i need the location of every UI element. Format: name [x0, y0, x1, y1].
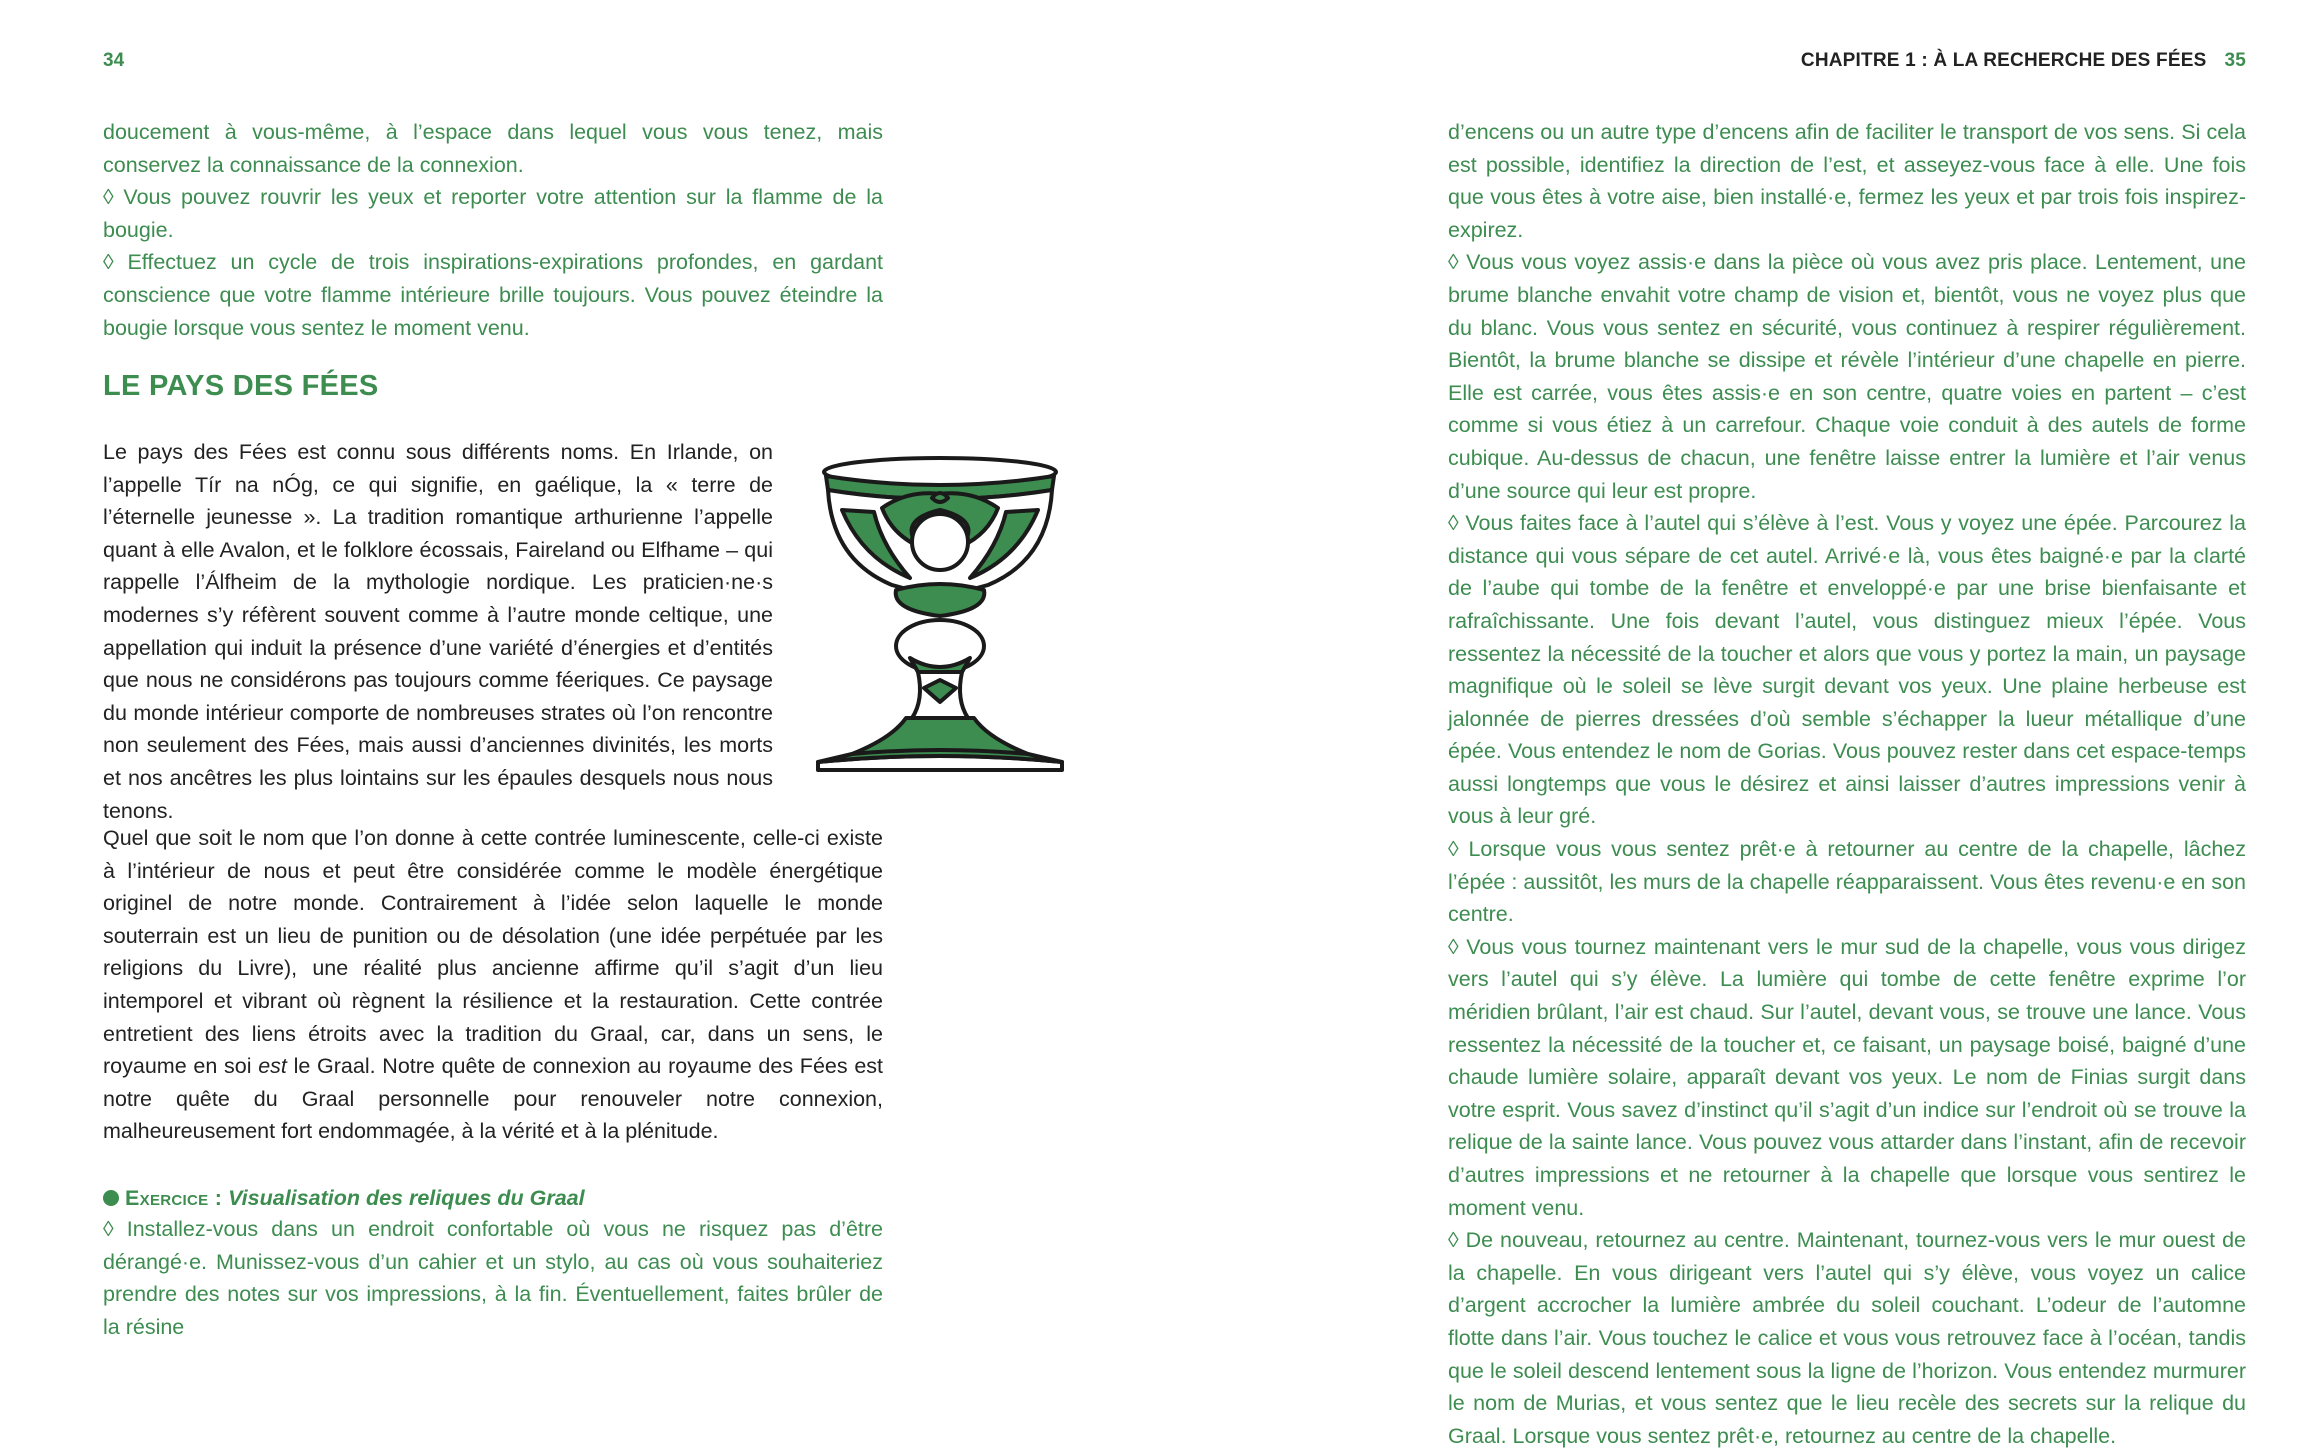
exercise-step: ◊ Vous faites face à l’autel qui s’élève à l’est. Vous y voyez une épée. Parcourez la distance qui vous sépare de cet autel. Arrivé·e là, vous êtes baigné·e par la clarté de l’aube qui tombe de la fenêtre et enveloppé·e par une brise bienfaisante et rafraîchissante. Une fois devant l’autel, vous distinguez mieux l’épée. Vous ressentez la nécessité de la toucher et alors que vous y portez la main, un paysage magnifique où le soleil se lève surgit devant vos yeux. Une plaine herbeuse est jalonnée de pierres dressées d’où semble s’échapper la lueur métallique d’une épée. Vous entendez le nom de Gorias. Vous pouvez rester dans cet espace-temps aussi longtemps que vous le désirez et ainsi laisser d’autres impressions venir à vous à leur gré. [1448, 511, 2246, 829]
page-number-right: 35 [2224, 50, 2246, 71]
intro-line: ◊ Vous pouvez rouvrir les yeux et reporter votre attention sur la flamme de la bougie. [103, 185, 883, 242]
section-heading: LE PAYS DES FÉES [103, 370, 379, 402]
chapter-header: CHAPITRE 1 : À LA RECHERCHE DES FÉES [1800, 50, 2207, 71]
intro-block [103, 116, 883, 344]
bullet-dot-icon [103, 1190, 119, 1206]
grail-paragraph [103, 822, 883, 1148]
exercise-step: d’encens ou un autre type d’encens afin de faciliter le transport de vos sens. Si cela est possible, identifiez la direction de l’est, et asseyez-vous face à elle. Une fois que vous êtes à votre aise, bien installé·e, fermez les yeux et par trois fois inspirez-expirez. [1448, 120, 2246, 242]
grail-text-part: le Graal. Notre quête de connexion au royaume des Fées est notre quête du Graal personnelle pour renouveler notre connexion, malheureusement fort endommagée, à la vérité et à la plénitude. [103, 1054, 883, 1144]
exercise-step: ◊ Vous vous voyez assis·e dans la pièce où vous avez pris place. Lentement, une brume blanche envahit votre champ de vision et, bientôt, vous ne voyez plus que du blanc. Vous vous sentez en sécurité, vous continuez à respirer régulièrement. Bientôt, la brume blanche se dissipe et révèle l’intérieur d’une chapelle en pierre. Elle est carrée, vous êtes assis·e en son centre, quatre voies en partent – c’est comme si vous étiez à un carrefour. Chaque voie conduit à des autels de forme cubique. Au-dessus de chacun, une fenêtre laisse entrer la lumière et l’air venus d’une source qui leur est propre. [1448, 250, 2246, 503]
grail-chalice-icon [812, 450, 1068, 780]
page-number-left: 34 [103, 50, 125, 71]
grail-text-emphasis: est [258, 1054, 287, 1079]
right-page [1158, 0, 2316, 1448]
exercise-step: ◊ Vous vous tournez maintenant vers le mur sud de la chapelle, vous vous dirigez vers l’autel qui s’y élève. La lumière qui tombe de cette fenêtre exprime l’or méridien brûlant, l’air est chaud. Sur l’autel, devant vous, se trouve une lance. Vous ressentez la nécessité de la toucher et, ce faisant, un paysage boisé, baigné d’une chaude lumière solaire, apparaît devant vos yeux. Le nom de Finias surgit dans votre esprit. Vous savez d’instinct qu’il s’agit d’un indice sur l’endroit où se trouve la relique de la sainte lance. Vous pouvez vous attarder dans l’instant, afin de recevoir d’autres impressions et ne retourner à la chapelle que lorsque vous sentirez le moment venu. [1448, 934, 2246, 1220]
intro-line: doucement à vous-même, à l’espace dans lequel vous vous tenez, mais conservez la connaissance de la connexion. [103, 120, 883, 177]
left-page [0, 0, 1158, 1400]
intro-line: ◊ Effectuez un cycle de trois inspirations-expirations profondes, en gardant conscience que votre flamme intérieure brille toujours. Vous pouvez éteindre la bougie lorsque vous sentez le moment venu. [103, 250, 883, 340]
exercise-step: ◊ Lorsque vous vous sentez prêt·e à retourner au centre de la chapelle, lâchez l’épée : aussitôt, les murs de la chapelle réapparaissent. Vous êtes revenu·e en son centre. [1448, 837, 2246, 927]
fairy-paragraph: Le pays des Fées est connu sous différents noms. En Irlande, on l’appelle Tír na nÓg, ce qui signifie, en gaélique, la « terre de l’éternelle jeunesse ». La tradition romantique arthurienne l’appelle quant à elle Avalon, et le folklore écossais, Faireland ou Elfhame – qui rappelle l’Álfheim de la mythologie nordique. Les praticien·ne·s modernes s’y réfèrent souvent comme à l’autre monde celtique, une appellation qui induit la présence d’une variété d’énergies et d’entités que nous ne considérons pas toujours comme féeriques. Ce paysage du monde intérieur comporte de nombreuses strates où l’on rencontre non seulement des Fées, mais aussi d’anciennes divinités, les morts et nos ancêtres les plus lointains sur les épaules desquels nous nous tenons. [103, 440, 773, 823]
exercise-name: Visualisation des reliques du Graal [228, 1186, 585, 1210]
exercise-text: ◊ Installez-vous dans un endroit confortable où vous ne risquez pas d’être dérangé·e. Munissez-vous d’un cahier et un stylo, au cas où vous souhaiteriez prendre des notes sur vos impressions, à la fin. Éventuellement, faites brûler de la résine [103, 1217, 883, 1339]
running-header [1801, 50, 2246, 72]
exercise-step: ◊ De nouveau, retournez au centre. Maintenant, tournez-vous vers le mur ouest de la chapelle. En vous dirigeant vers l’autel qui s’y élève, vous voyez un calice d’argent accrocher la lumière ambrée du soleil couchant. L’odeur de l’automne flotte dans l’air. Vous touchez le calice et vous vous retrouvez face à l’océan, tandis que le soleil descend lentement sous la ligne de l’horizon. Vous entendez murmurer le nom de Murias, et vous sentez que le lieu recèle des secrets sur la relique du Graal. Lorsque vous sentez prêt·e, retournez au centre de la chapelle. [1448, 1228, 2246, 1448]
exercise-continuation [1448, 116, 2246, 1452]
exercise-label: Exercice : [125, 1186, 223, 1210]
exercise-title [103, 1182, 585, 1214]
grail-text-part: Quel que soit le nom que l’on donne à cette contrée luminescente, celle-ci existe à l’intérieur de nous et peut être considérée comme le modèle énergétique originel de notre monde. Contrairement à l’idée selon laquelle le monde souterrain est un lieu de punition ou de désolation (une idée perpétuée par les religions du Livre), une réalité plus ancienne affirme qu’il s’agit d’un lieu intemporel et vibrant où règnent la résilience et la restauration. Cette contrée entretient des liens étroits avec la tradition du Graal, car, dans un sens, le royaume en soi [103, 826, 883, 1079]
